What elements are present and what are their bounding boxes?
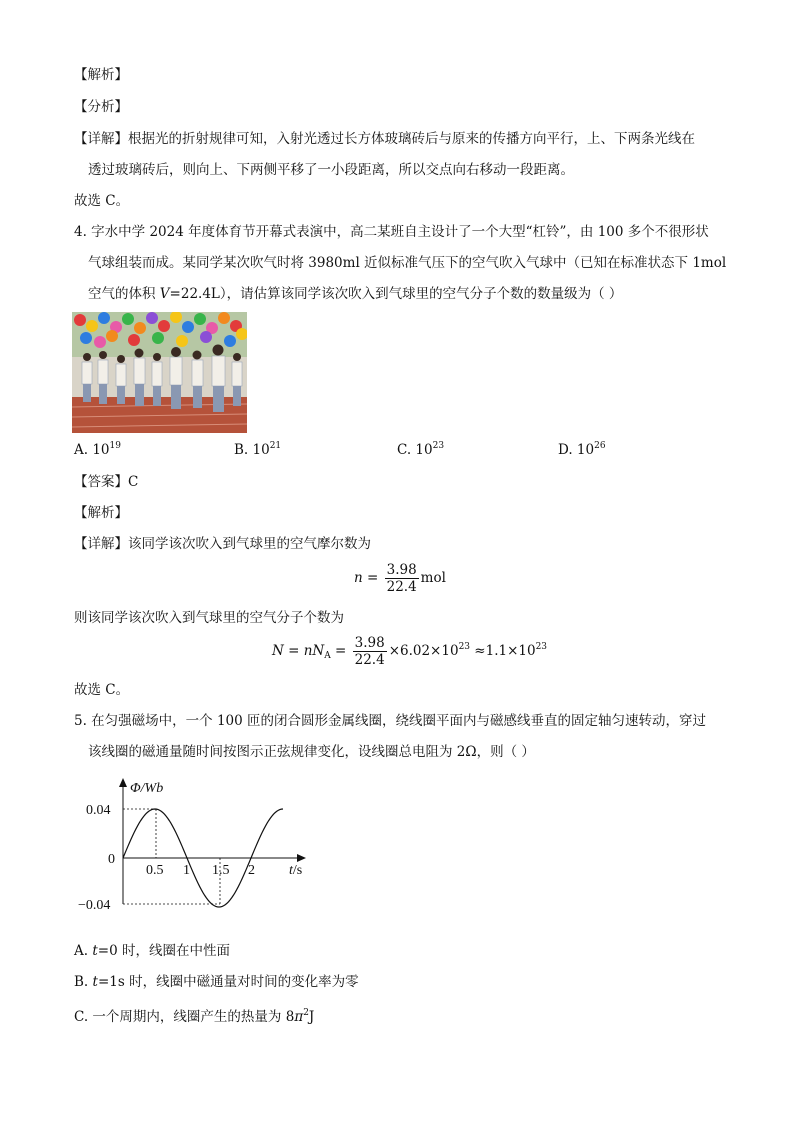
- balloon-photo: [72, 312, 247, 433]
- formula-molecules-den: 22.4: [354, 652, 385, 668]
- option-5-a-pre: A.: [74, 943, 93, 959]
- flux-graph-svg: [72, 774, 322, 914]
- formula-molecules-num: 3.98: [354, 635, 385, 651]
- then-line: 则该同学该次吹入到气球里的空气分子个数为: [74, 610, 344, 626]
- formula-moles-unit: mol: [420, 570, 446, 586]
- formula-moles: [354, 562, 446, 595]
- option-5-c-post: J: [308, 1009, 315, 1025]
- question-5-line-b: 该线圈的磁通量随时间按图示正弦规律变化，设线圈总电阻为 2Ω，则（ ）: [88, 744, 535, 760]
- detail-1-line-a: 【详解】根据光的折射规律可知，入射光透过长方体玻璃砖后与原来的传播方向平行，上、下两条光线在: [74, 131, 695, 147]
- option-5-a-post: =0 时，线圈在中性面: [97, 943, 230, 959]
- question-4-line-c: [88, 285, 622, 303]
- formula-moles-fraction: [385, 562, 419, 595]
- option-5-c-pi: π: [294, 1009, 304, 1025]
- option-4-d-label: D. 10: [558, 442, 595, 458]
- option-4-b-exp: 21: [269, 441, 282, 451]
- formula-moles-num: 3.98: [386, 562, 417, 578]
- formula-moles-den: 22.4: [386, 579, 417, 595]
- option-5-c[interactable]: [74, 1004, 314, 1026]
- x-tick-15: 1.5: [212, 863, 230, 878]
- x-axis-label-t: t: [289, 863, 293, 878]
- option-4-c-label: C. 10: [397, 442, 433, 458]
- option-5-b-t: t: [92, 974, 98, 990]
- formula-molecules-approx: ≈1.1×10: [470, 643, 536, 659]
- balloon-photo-image: [72, 312, 247, 433]
- formula-moles-lhs: n =: [354, 570, 379, 586]
- formula-molecules: [272, 635, 547, 668]
- x-axis-label: [289, 863, 302, 878]
- option-5-b-post: =1s 时，线圈中磁通量对时间的变化率为零: [97, 974, 359, 990]
- q4-c-pre: 空气的体积: [88, 286, 160, 302]
- jiexi-heading-1: 【解析】: [74, 67, 128, 83]
- formula-molecules-eq: =: [330, 643, 347, 659]
- option-4-b[interactable]: [234, 441, 281, 458]
- flux-graph: [72, 774, 322, 918]
- jiexi-heading-2: 【解析】: [74, 505, 128, 521]
- option-4-c[interactable]: [397, 441, 444, 458]
- y-tick-bot: −0.04: [78, 898, 111, 913]
- option-4-c-exp: 23: [432, 441, 445, 451]
- option-5-a[interactable]: [74, 942, 230, 960]
- x-axis-arrow: [297, 854, 306, 862]
- option-5-b-pre: B.: [74, 974, 93, 990]
- formula-molecules-mult: ×6.02×10: [388, 643, 459, 659]
- x-axis-label-unit: /s: [292, 863, 303, 878]
- option-5-c-pre: C. 一个周期内，线圈产生的热量为 8: [74, 1009, 295, 1025]
- detail-1-line-b: 透过玻璃砖后，则向上、下两侧平移了一小段距离，所以交点向右移动一段距离。: [88, 162, 574, 178]
- formula-molecules-exp1: 23: [458, 642, 471, 652]
- formula-molecules-lhs: N = nN: [272, 643, 325, 659]
- option-5-b[interactable]: [74, 973, 359, 991]
- option-4-a[interactable]: [74, 441, 121, 458]
- answer-1: 故选 C。: [74, 193, 130, 209]
- daan-heading: 【答案】C: [74, 474, 139, 490]
- q4-c-v: V: [159, 286, 170, 302]
- option-4-a-exp: 19: [109, 441, 121, 451]
- formula-molecules-fraction: [353, 635, 387, 668]
- question-5-line-a: 5. 在匀强磁场中，一个 100 匝的闭合圆形金属线圈，绕线圈平面内与磁感线垂直的固定轴匀速转动，穿过: [74, 713, 707, 729]
- question-4-line-a: 4. 字水中学 2024 年度体育节开幕式表演中，高二某班自主设计了一个大型“杠铃”，由 100 多个不很形状: [74, 224, 709, 240]
- option-5-c-sup: 2: [303, 1008, 309, 1018]
- fenxi-heading: 【分析】: [74, 99, 128, 115]
- answer-2: 故选 C。: [74, 682, 130, 698]
- y-axis-arrow: [119, 778, 127, 787]
- detail-2-line: 【详解】该同学该次吹入到气球里的空气摩尔数为: [74, 536, 371, 552]
- y-axis-label: [130, 781, 163, 796]
- y-tick-top: 0.04: [86, 803, 111, 818]
- option-4-d[interactable]: [558, 441, 606, 458]
- x-tick-2: 2: [248, 863, 255, 878]
- y-axis-label-text: Φ/Wb: [130, 781, 164, 796]
- formula-molecules-exp2: 23: [535, 642, 548, 652]
- option-4-a-label: A. 10: [74, 442, 110, 458]
- option-4-b-label: B. 10: [234, 442, 270, 458]
- question-4-line-b: 气球组装而成。某同学某次吹气时将 3980ml 近似标准气压下的空气吹入气球中（已知在标准状态下 1mol: [88, 255, 727, 271]
- y-tick-zero: 0: [108, 852, 115, 867]
- x-tick-05: 0.5: [146, 863, 164, 878]
- x-tick-1: 1: [183, 863, 190, 878]
- formula-molecules-sub: A: [324, 651, 331, 661]
- q4-c-post: =22.4L），请估算该同学该次吹入到气球里的空气分子个数的数量级为（ ）: [169, 286, 623, 302]
- option-5-a-t: t: [92, 943, 98, 959]
- option-4-d-exp: 26: [594, 441, 606, 451]
